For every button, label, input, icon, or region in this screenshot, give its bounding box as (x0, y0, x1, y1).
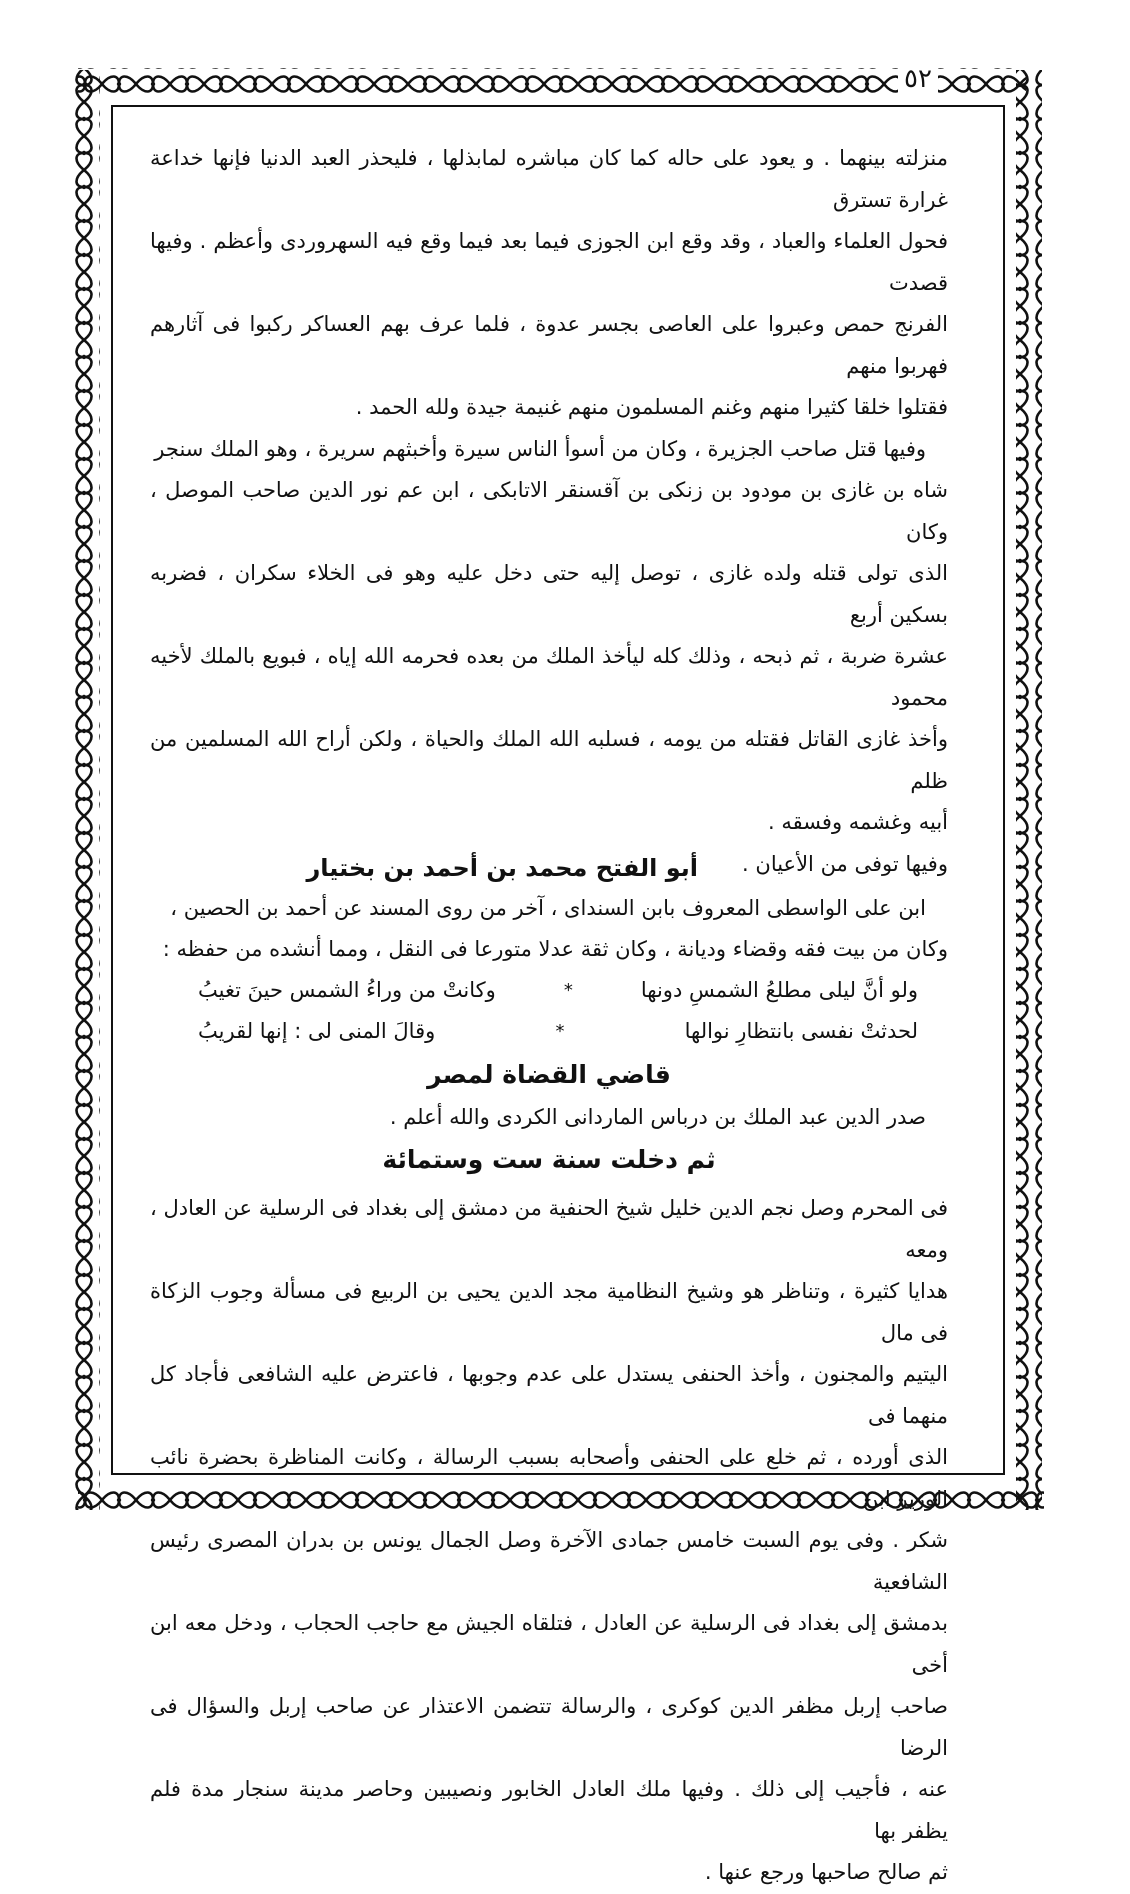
paragraph-1 (150, 138, 948, 429)
judge-text (150, 1097, 948, 1139)
year-heading: ثم دخلت سنة ست وستمائة (382, 1145, 716, 1174)
text-line: منزلته بينهما . و يعود على حاله كما كان مباشره لمابذلها ، فليحذر العبد الدنيا فإنها خداعة غرارة تسترق (150, 146, 948, 212)
text-line: ثم صالح صاحبها ورجع عنها . (704, 1860, 948, 1884)
text-line: عنه ، فأجيب إلى ذلك . وفيها ملك العادل الخابور ونصيبين وحاصر مدينة سنجار مدة فلم يظفر بها (150, 1777, 948, 1843)
verse-separator: * (563, 980, 573, 1002)
paragraph-2 (150, 429, 948, 844)
verse-second-hemistich: وقالَ المنى لى : إنها لقريبُ (198, 1019, 436, 1044)
text-line: صاحب إربل مظفر الدين كوكرى ، والرسالة تتضمن الاعتذار عن صاحب إربل والسؤال فى الرضا (150, 1694, 948, 1760)
notables-intro-row (150, 844, 948, 888)
text-line: أبيه وغشمه وفسقه . (767, 810, 948, 834)
text-line: صدر الدين عبد الملك بن درباس الماردانى الكردى والله أعلم . (389, 1104, 926, 1129)
text-line: فقتلوا خلقا كثيرا منهم وغنم المسلمون منهم غنيمة جيدة ولله الحمد . (355, 395, 948, 419)
biography-heading: أبو الفتح محمد بن أحمد بن بختيار (306, 853, 698, 882)
verse-line (150, 1012, 948, 1053)
text-line: شاه بن غازى بن مودود بن زنكى بن آقسنقر الاتابكى ، ابن عم نور الدين صاحب الموصل ، وكان (150, 478, 948, 544)
notables-intro: وفيها توفى من الأعيان . (742, 851, 948, 876)
verse-second-hemistich: وكانتْ من وراءُ الشمس حينَ تغيبُ (198, 978, 496, 1003)
text-line: فحول العلماء والعباد ، وقد وقع ابن الجوزى فيما بعد فيما وقع فيه السهروردى وأعظم . وفيها قصدت (150, 229, 948, 295)
poem (150, 971, 948, 1053)
verse-first-hemistich: لحدثتْ نفسى بانتظارِ نوالها (684, 1019, 918, 1044)
border-top (78, 68, 1026, 94)
border-right (1016, 70, 1042, 1510)
text-line: هدايا كثيرة ، وتناظر هو وشيخ النظامية مجد الدين يحيى بن الربيع فى مسألة وجوب الزكاة فى مال (150, 1279, 948, 1345)
text-line: اليتيم والمجنون ، وأخذ الحنفى يستدل على عدم وجوبها ، فاعترض عليه الشافعى فأجاد كل منهما فى (150, 1362, 948, 1428)
biography-text (150, 888, 948, 971)
verse-separator: * (555, 1021, 565, 1043)
text-line: ابن على الواسطى المعروف بابن السنداى ، آخر من روى المسند عن أحمد بن الحصين ، (170, 895, 926, 920)
page-number: ٥٢ (898, 64, 938, 94)
text-line: بدمشق إلى بغداد فى الرسلية عن العادل ، فتلقاه الجيش مع حاجب الحجاب ، ودخل معه ابن أخى (150, 1611, 948, 1677)
text-line: وفيها قتل صاحب الجزيرة ، وكان من أسوأ الناس سيرة وأخبثهم سريرة ، وهو الملك سنجر (154, 436, 926, 461)
border-left (74, 70, 100, 1510)
paragraph-3 (150, 1188, 948, 1894)
page-content (150, 138, 948, 1894)
text-line: شكر . وفى يوم السبت خامس جمادى الآخرة وصل الجمال يونس بن بدران المصرى رئيس الشافعية (150, 1528, 948, 1594)
text-line: الذى أورده ، ثم خلع على الحنفى وأصحابه بسبب الرسالة ، وكانت المناظرة بحضرة نائب الوزير ابن (150, 1445, 948, 1511)
text-line: فى المحرم وصل نجم الدين خليل شيخ الحنفية من دمشق إلى بغداد فى الرسلية عن العادل ، ومعه (150, 1196, 948, 1262)
text-line: الفرنج حمص وعبروا على العاصى بجسر عدوة ، فلما عرف بهم العساكر ركبوا فى آثارهم فهربوا منهم (150, 312, 948, 378)
judge-heading: قاضي القضاة لمصر (427, 1059, 671, 1089)
text-line: وأخذ غازى القاتل فقتله من يومه ، فسلبه الله الملك والحياة ، ولكن أراح الله المسلمين من ظلم (150, 727, 948, 793)
text-line: الذى تولى قتله ولده غازى ، توصل إليه حتى دخل عليه وهو فى الخلاء سكران ، فضربه بسكين أربع (150, 561, 948, 627)
verse-first-hemistich: ولو أنَّ ليلى مطلعُ الشمسِ دونها (640, 978, 918, 1003)
text-line: عشرة ضربة ، ثم ذبحه ، وذلك كله ليأخذ الملك من بعده فحرمه الله إياه ، فبويع بالملك لأخيه محمود (150, 644, 948, 710)
verse-line (150, 971, 948, 1012)
text-line: وكان من بيت فقه وقضاء وديانة ، وكان ثقة عدلا متورعا فى النقل ، ومما أنشده من حفظه : (162, 937, 948, 961)
